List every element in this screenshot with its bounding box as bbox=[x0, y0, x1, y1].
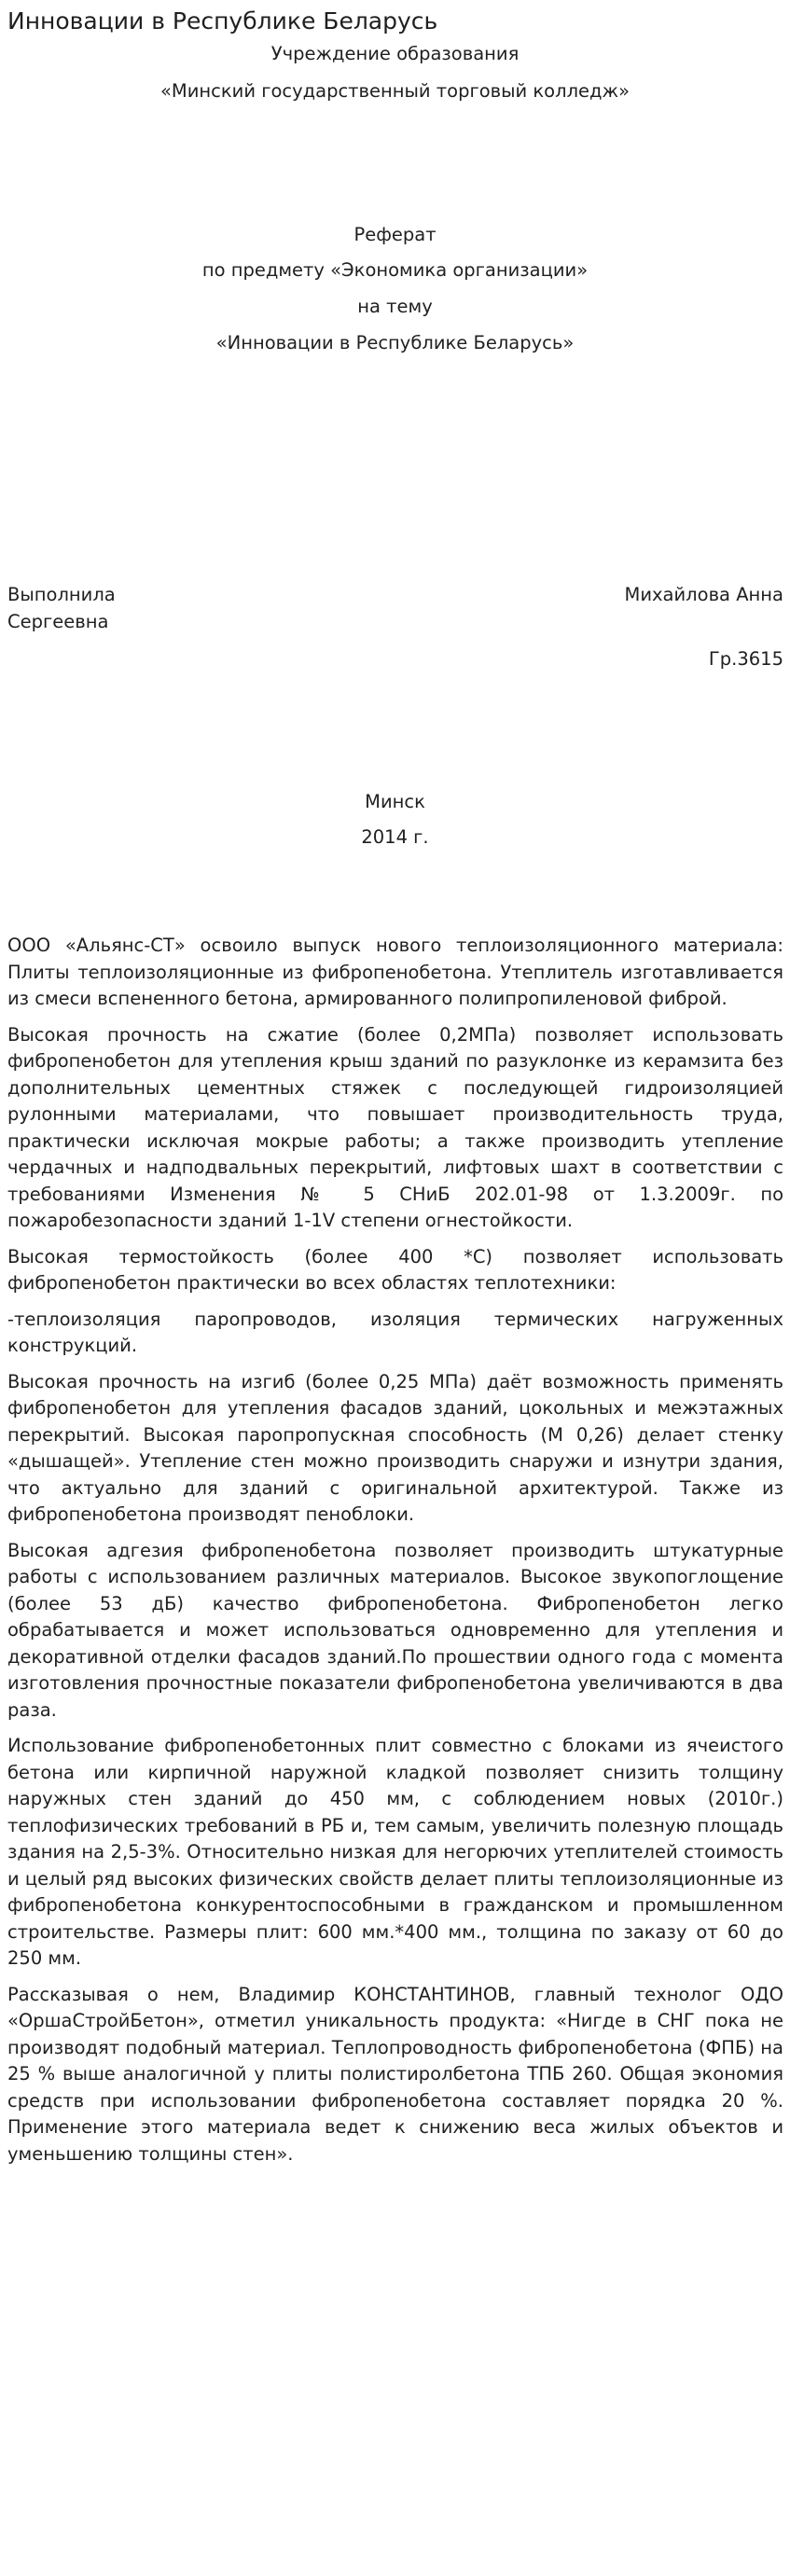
group-number: Гр.3615 bbox=[708, 648, 783, 670]
subject-line: по предмету «Экономика организации» bbox=[201, 259, 589, 281]
paragraph: Высокая термостойкость (более 400 *С) позволяет использовать фибропенобетон практически во всех областях теплотехники: bbox=[7, 1245, 783, 1294]
paragraph: ООО «Альянс-СТ» освоило выпуск нового теплоизоляционного материала: Плиты теплоизоляционные из фибропенобетона. Утеплитель изготавливается из смеси вспененного бетона, армированного полипропиленовой фиброй. bbox=[7, 935, 783, 1009]
institution-line-2: «Минский государственный торговый колледж» bbox=[159, 80, 631, 102]
paragraph: -теплоизоляция паропроводов, изоляция термических нагруженных конструкций. bbox=[7, 1308, 783, 1356]
author-name: Михайлова Анна bbox=[624, 584, 783, 605]
work-type: Реферат bbox=[353, 224, 437, 245]
topic-line: «Инновации в Республике Беларусь» bbox=[215, 332, 575, 353]
author-name-continuation: Сергеевна bbox=[7, 611, 109, 632]
author-label: Выполнила bbox=[7, 584, 116, 605]
paragraph: Рассказывая о нем, Владимир КОНСТАНТИНОВ, главный технолог ОДО «ОршаСтройБетон», отметил уникальность продукта: «Нигде в СНГ пока не производят подобный материал. Теплопроводность фибропенобетона (ФПБ) на 25 % выше аналогичной у плиты полистиролбетона ТПБ 260. Общая экономия средств при использовании фибропенобетона составляет порядка 20 %. Применение этого материала ведет к снижению веса жилых объектов и уменьшению толщины стен». bbox=[7, 1983, 783, 2165]
paragraph: Высокая адгезия фибропенобетона позволяет производить штукатурные работы с использованием различных материалов. Высокое звукопоглощение (более 53 дБ) качество фибропенобетона. Фибропенобетон легко обрабатывается и может использоваться одновременно для утепления и декоративной отделки фасадов зданий.По прошествии одного года с момента изготовления прочностные показатели фибропенобетона увеличиваются в два раза. bbox=[7, 1539, 783, 1721]
author-row bbox=[7, 582, 783, 608]
body-text bbox=[7, 933, 783, 2177]
city: Минск bbox=[365, 791, 425, 812]
paragraph: Высокая прочность на сжатие (более 0,2МПа) позволяет использовать фибропенобетон для утепления крыш зданий по разуклонке из керамзита без дополнительных цементных стяжек с последующей гидроизоляцией рулонными материалами, что повышает производительность труда, практически исключая мокрые работы; а также производить утепление чердачных и надподвальных перекрытий, лифтовых шахт в соответствии с требованиями Изменения № 5 СНиБ 202.01-98 от 1.3.2009г. по пожаробезопасности зданий 1-1V степени огнестойкости. bbox=[7, 1023, 783, 1231]
paragraph: Высокая прочность на изгиб (более 0,25 МПа) даёт возможность применять фибропенобетон для утепления фасадов зданий, цокольных и межэтажных перекрытий. Высокая паропропускная способность (М 0,26) делает стенку «дышащей». Утепление стен можно производить снаружи и изнутри здания, что актуально для зданий с оригинальной архитектурой. Также из фибропенобетона производят пеноблоки. bbox=[7, 1370, 783, 1525]
year: 2014 г. bbox=[361, 826, 429, 848]
institution-line-1: Учреждение образования bbox=[270, 43, 520, 64]
topic-label: на тему bbox=[357, 296, 433, 317]
document-title: Инновации в Республике Беларусь bbox=[7, 7, 438, 35]
paragraph: Использование фибропенобетонных плит совместно с блоками из ячеистого бетона или кирпичной наружной кладкой позволяет снизить толщину наружных стен зданий до 450 мм, с соблюдением новых (2010г.) теплофизических требований в РБ и, тем самым, увеличить полезную площадь здания на 2,5-3%. Относительно низкая для негорючих утеплителей стоимость и целый ряд высоких физических свойств делает плиты теплоизоляционные из фибропенобетона конкурентоспособными в гражданском и промышленном строительстве. Размеры плит: 600 мм.*400 мм., толщина по заказу от 60 до 250 мм. bbox=[7, 1735, 783, 1969]
